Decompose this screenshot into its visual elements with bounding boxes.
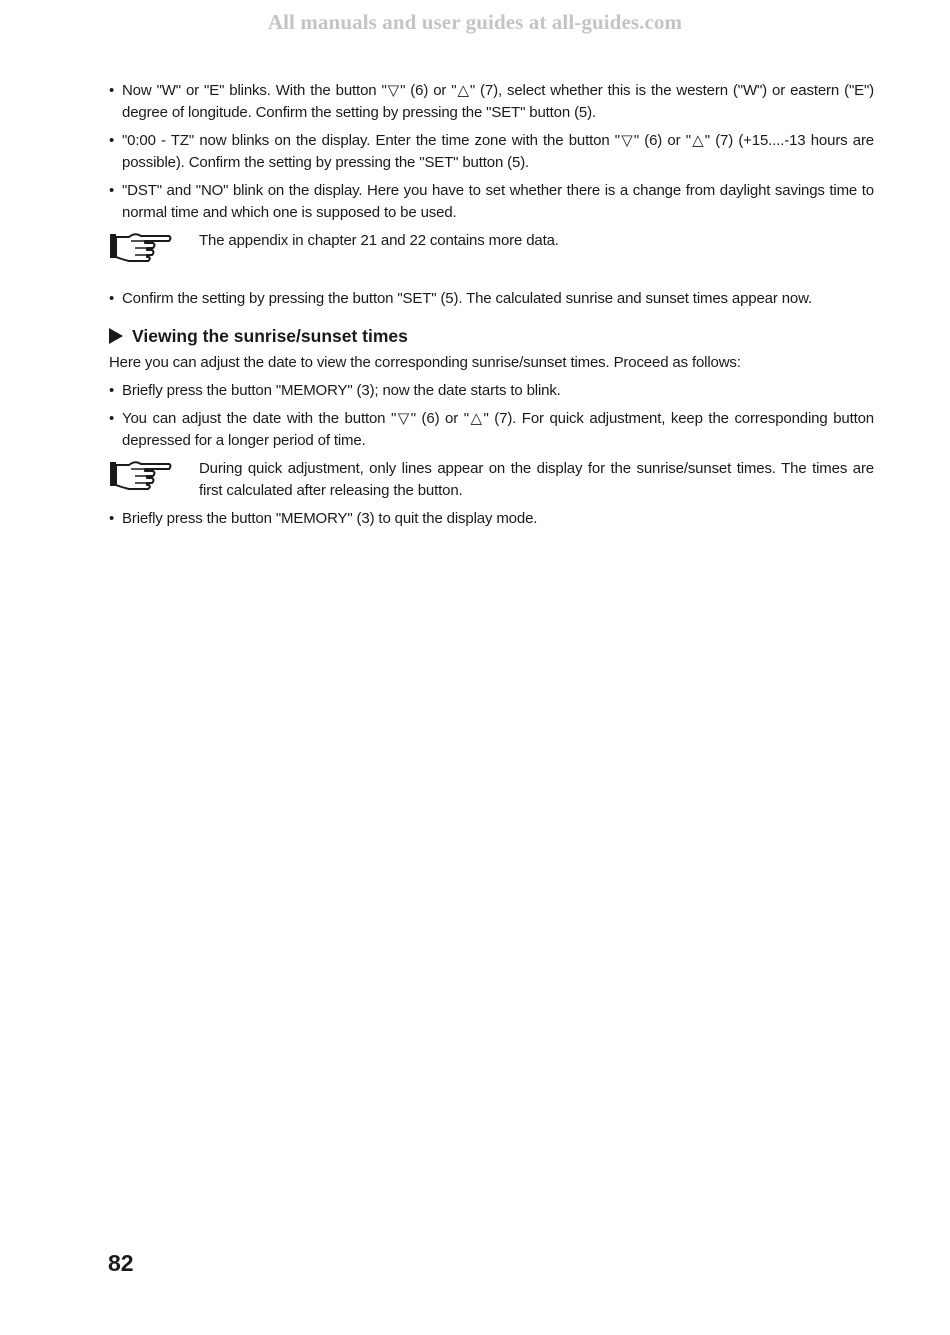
- list-item: [109, 508, 874, 530]
- page-content: [109, 80, 874, 536]
- bullet-dot: •: [109, 510, 115, 527]
- list-item: [109, 380, 874, 402]
- pointing-hand-icon: [109, 456, 173, 490]
- section-heading: [109, 324, 874, 348]
- section-heading-text: Viewing the sunrise/sunset times: [132, 326, 408, 346]
- list-item: [109, 80, 874, 124]
- list-item: [109, 408, 874, 452]
- watermark: All manuals and user guides at all-guides.com: [267, 10, 683, 34]
- list-item-text: Briefly press the button "MEMORY" (3); now the date starts to blink.: [122, 382, 561, 399]
- list-item: [109, 130, 874, 174]
- bullet-dot: •: [109, 382, 115, 399]
- note-text: The appendix in chapter 21 and 22 contains more data.: [199, 232, 559, 249]
- list-item-text: You can adjust the date with the button "▽" (6) or "△" (7). For quick adjustment, keep the corresponding button depressed for a longer period of time.: [122, 410, 874, 449]
- list-item: [109, 180, 874, 224]
- section-intro: Here you can adjust the date to view the corresponding sunrise/sunset times. Proceed as follows:: [109, 354, 741, 371]
- bullet-dot: •: [109, 290, 115, 307]
- bullet-dot: •: [109, 182, 115, 199]
- page-number: 82: [108, 1250, 134, 1276]
- list-item-text: "DST" and "NO" blink on the display. Here you have to set whether there is a change from daylight savings time to normal time and which one is supposed to be used.: [122, 182, 874, 221]
- list-item-text: Confirm the setting by pressing the button "SET" (5). The calculated sunrise and sunset times appear now.: [122, 290, 812, 307]
- list-item: [109, 288, 874, 310]
- bullet-dot: •: [109, 410, 115, 427]
- note-text: During quick adjustment, only lines appear on the display for the sunrise/sunset times. The times are first calculated after releasing the button.: [199, 460, 874, 499]
- note-block: [109, 458, 874, 502]
- pointing-hand-icon: [109, 228, 173, 262]
- bullet-dot: •: [109, 132, 115, 149]
- bullet-dot: •: [109, 82, 115, 99]
- list-item-text: Briefly press the button "MEMORY" (3) to quit the display mode.: [122, 510, 538, 527]
- list-item-text: "0:00 - TZ" now blinks on the display. Enter the time zone with the button "▽" (6) or "△" (7) (+15....-13 hours are possible). Confirm the setting by pressing the "SET" button (5).: [122, 132, 874, 171]
- list-item-text: Now "W" or "E" blinks. With the button "▽" (6) or "△" (7), select whether this is the western ("W") or eastern ("E") degree of longitude. Confirm the setting by pressing the "SET" button (5).: [122, 82, 874, 121]
- triangle-right-icon: [109, 328, 123, 344]
- note-block: [109, 230, 874, 274]
